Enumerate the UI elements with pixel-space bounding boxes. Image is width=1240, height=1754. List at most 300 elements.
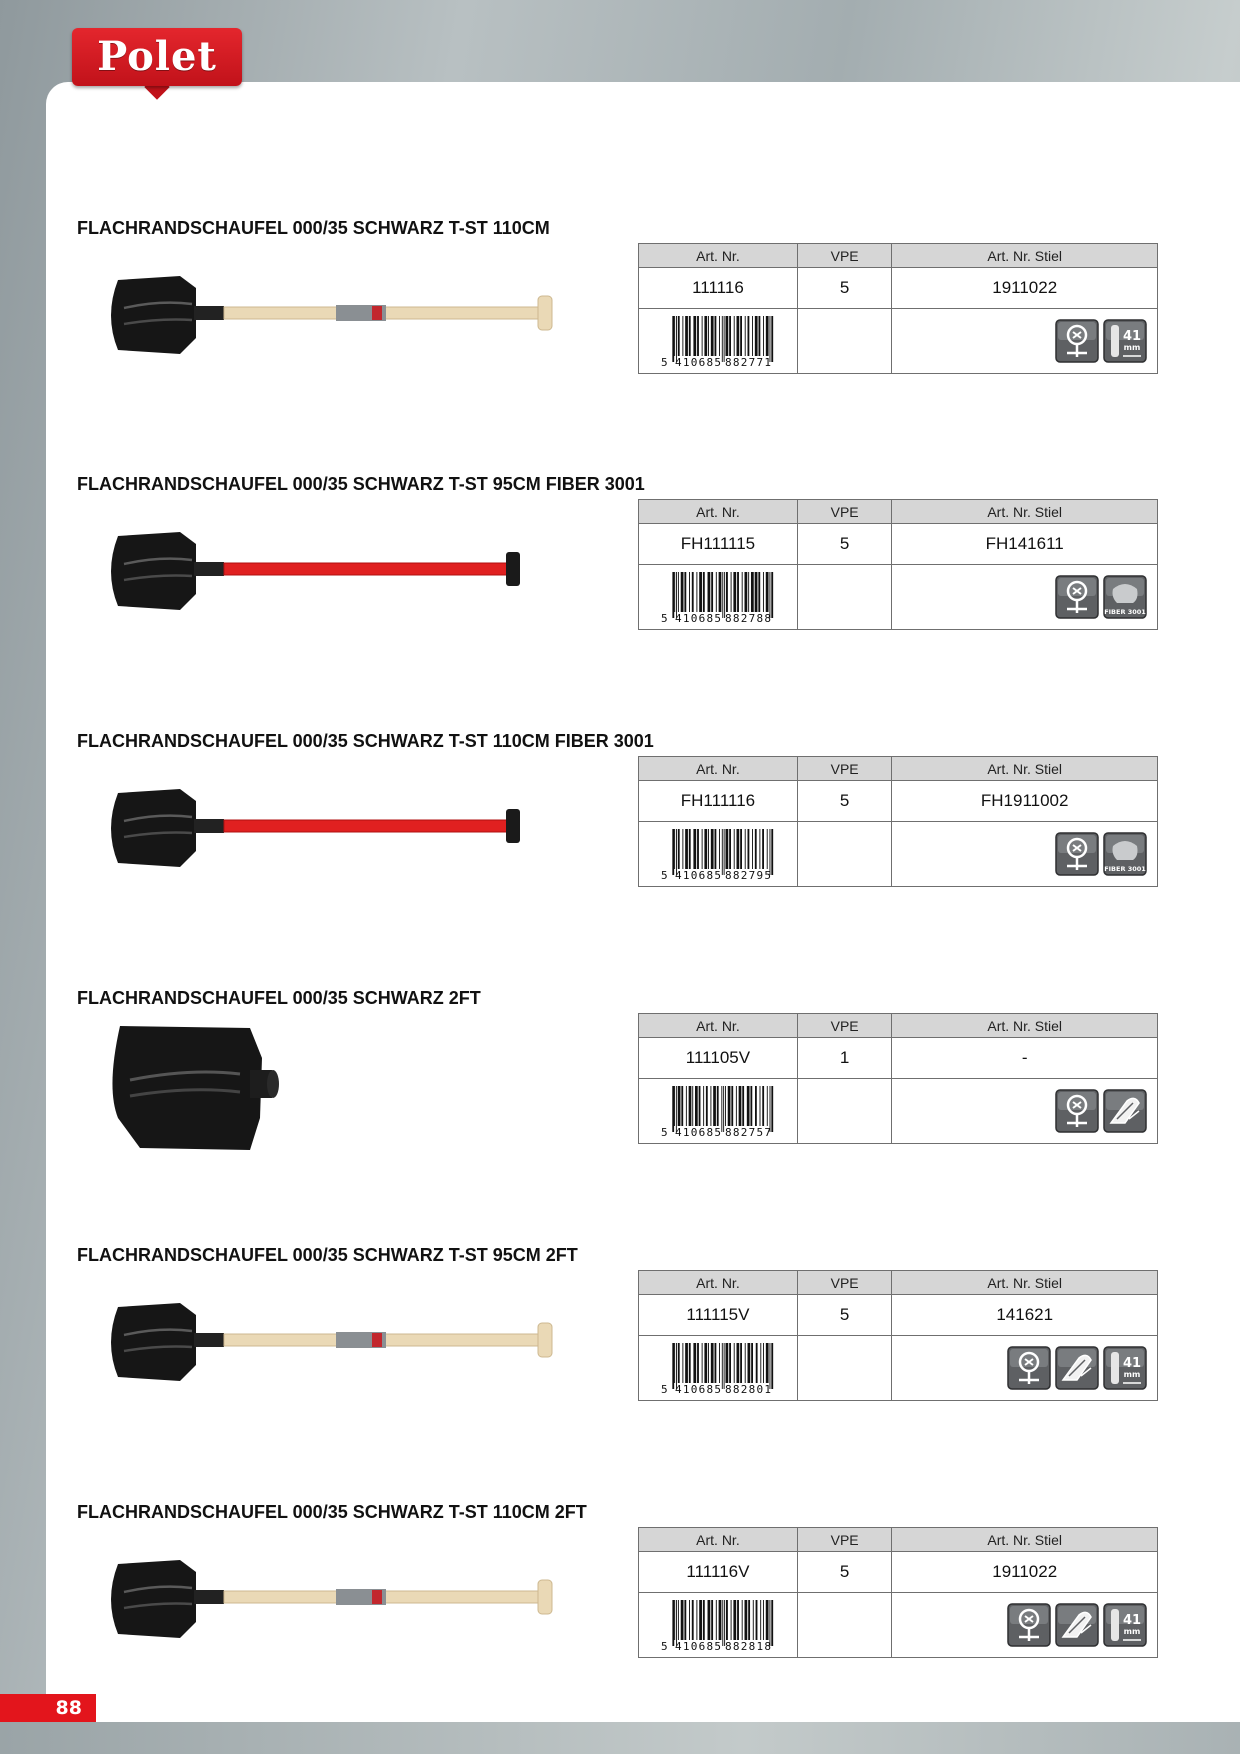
- barcode-bar: [752, 829, 753, 869]
- barcode-bar: [678, 1343, 680, 1383]
- barcode-bar: [751, 572, 754, 612]
- t-grip-icon: [1007, 1603, 1051, 1647]
- barcode-cell: [639, 1079, 798, 1144]
- barcode-bar: [760, 1343, 761, 1383]
- art-nr-stiel-value: 1911022: [892, 268, 1158, 309]
- barcode-bar: [719, 1600, 722, 1640]
- feature-icons: [892, 1593, 1158, 1658]
- barcode-bar: [696, 1600, 697, 1640]
- barcode-bar: [737, 1343, 740, 1383]
- barcode-bar: [692, 1600, 694, 1640]
- barcode-bar: [689, 1086, 692, 1126]
- barcode-bar: [729, 1343, 731, 1383]
- barcode-bar: [740, 829, 742, 869]
- spec-code-row: [639, 822, 1158, 887]
- diameter-unit: mm: [1123, 1627, 1141, 1636]
- product-title: FLACHRANDSCHAUFEL 000/35 SCHWARZ 2FT: [77, 988, 481, 1008]
- barcode-bar: [737, 316, 740, 356]
- barcode-bar: [725, 1086, 726, 1126]
- barcode-bar: [672, 316, 674, 362]
- spec-table: [638, 499, 1158, 630]
- barcode-bar: [748, 1343, 751, 1383]
- barcode-cell: [639, 565, 798, 630]
- header-art-nr: Art. Nr.: [639, 1271, 798, 1295]
- barcode-bar: [674, 572, 675, 612]
- fiber-3001-icon: [1103, 832, 1147, 876]
- barcode-bar: [766, 1600, 769, 1640]
- socket-end: [267, 1070, 279, 1098]
- barcode-bar: [715, 316, 717, 356]
- barcode-bar: [766, 1343, 769, 1383]
- shovel-t-grip: [506, 552, 520, 586]
- shovel-handle: [224, 563, 510, 575]
- shovel-socket: [194, 1590, 224, 1604]
- barcode-bar: [731, 572, 732, 612]
- shovel-t-grip: [538, 296, 552, 330]
- spec-value-row: [639, 1552, 1158, 1593]
- header-vpe: VPE: [797, 244, 892, 268]
- barcode-bar: [722, 1343, 723, 1389]
- barcode-bar: [744, 572, 747, 612]
- barcode-bar: [755, 829, 757, 869]
- empty-cell: [797, 1336, 892, 1401]
- barcode-bar: [728, 1086, 731, 1126]
- barcode-bar: [702, 829, 703, 869]
- spec-value-row: [639, 1295, 1158, 1336]
- header-art-nr-stiel: Art. Nr. Stiel: [892, 500, 1158, 524]
- diameter-41mm-icon: [1103, 1346, 1147, 1390]
- product-title: FLACHRANDSCHAUFEL 000/35 SCHWARZ T-ST 110CM FIBER 3001: [77, 731, 654, 751]
- barcode-bar: [737, 572, 739, 612]
- feature-icons: [892, 565, 1158, 630]
- diameter-value: 41: [1122, 1356, 1142, 1371]
- barcode-bar: [771, 1343, 773, 1389]
- icon-highlight: [1058, 322, 1096, 340]
- barcode-bar: [716, 572, 717, 612]
- barcode-bar: [711, 572, 713, 612]
- diameter-unit: mm: [1123, 1370, 1141, 1379]
- diameter-value: 41: [1122, 1613, 1142, 1628]
- spec-code-row: [639, 1336, 1158, 1401]
- barcode-bar: [748, 1600, 750, 1640]
- header-art-nr: Art. Nr.: [639, 1528, 798, 1552]
- barcode-digits-right: 882788: [725, 612, 771, 624]
- barcode-bar: [726, 572, 728, 612]
- barcode-digits-right: 882757: [725, 1126, 771, 1138]
- barcode-bar: [678, 1086, 681, 1126]
- shovel-image: [100, 1018, 560, 1158]
- barcode-bar: [711, 1600, 713, 1640]
- t-grip-icon: [1055, 1089, 1099, 1133]
- product-title: FLACHRANDSCHAUFEL 000/35 SCHWARZ T-ST 110CM: [77, 218, 550, 238]
- barcode-bar: [697, 316, 699, 356]
- logo-text: Polet: [97, 33, 217, 80]
- t-grip-icon: [1055, 832, 1099, 876]
- barcode-bar: [711, 829, 714, 869]
- barcode-bar: [672, 1086, 674, 1132]
- barcode-bar: [763, 1343, 764, 1383]
- spec-table: [638, 1527, 1158, 1658]
- barcode-bar: [710, 1086, 711, 1126]
- barcode-bar: [708, 1600, 711, 1640]
- shovel-image: [100, 504, 560, 644]
- barcode-bar: [711, 316, 714, 356]
- barcode-bar: [706, 1086, 708, 1126]
- barcode-digit-first: 5: [661, 869, 668, 881]
- barcode-bar: [672, 1343, 674, 1389]
- barcode-bar: [678, 572, 679, 612]
- feature-icons: [892, 1079, 1158, 1144]
- shovel-image: [100, 1532, 560, 1672]
- barcode-bar: [729, 316, 731, 356]
- fiber-label: FIBER 3001: [1104, 865, 1146, 873]
- barcode-bar: [692, 572, 694, 612]
- barcode-bar: [752, 316, 753, 356]
- shovel-socket: [194, 562, 224, 576]
- barcode-bar: [693, 829, 696, 869]
- barcode-bar: [745, 316, 746, 356]
- barcode-bar: [704, 1343, 707, 1383]
- spec-code-row: [639, 309, 1158, 374]
- header-art-nr: Art. Nr.: [639, 1014, 798, 1038]
- barcode-bar: [704, 316, 707, 356]
- art-nr-value: 111116V: [639, 1552, 798, 1593]
- barcode-bar: [742, 1600, 743, 1640]
- barcode-bar: [742, 572, 743, 612]
- art-nr-stiel-value: 141621: [892, 1295, 1158, 1336]
- barcode-bar: [702, 1343, 703, 1383]
- barcode-bar: [684, 572, 686, 612]
- art-nr-stiel-value: -: [892, 1038, 1158, 1079]
- barcode-bar: [763, 1600, 764, 1640]
- barcode-bar: [715, 1343, 717, 1383]
- barcode-bar: [744, 1600, 747, 1640]
- spec-value-row: [639, 1038, 1158, 1079]
- fiber-3001-icon: [1103, 575, 1147, 619]
- barcode-bar: [726, 316, 729, 356]
- barcode-bar: [685, 1343, 688, 1383]
- barcode-bar: [708, 1343, 709, 1383]
- spec-header-row: [639, 500, 1158, 524]
- barcode-bar: [719, 316, 720, 356]
- spec-table: [638, 1013, 1158, 1144]
- barcode-bar: [722, 1600, 723, 1646]
- barcode-bar: [771, 1086, 773, 1132]
- art-nr-stiel-value: FH141611: [892, 524, 1158, 565]
- header-vpe: VPE: [797, 1014, 892, 1038]
- barcode-bar: [704, 829, 707, 869]
- barcode-bar: [756, 1343, 758, 1383]
- product-title: FLACHRANDSCHAUFEL 000/35 SCHWARZ T-ST 95CM 2FT: [77, 1245, 578, 1265]
- shovel-image: [100, 248, 560, 388]
- barcode-digit-first: 5: [661, 612, 668, 624]
- barcode-bar: [689, 316, 691, 356]
- barcode-digits-right: 882771: [725, 356, 771, 368]
- t-grip-icon: [1007, 1346, 1051, 1390]
- empty-cell: [797, 309, 892, 374]
- barcode-bar: [703, 572, 705, 612]
- barcode-bar: [767, 1086, 768, 1126]
- icon-highlight: [1058, 578, 1096, 596]
- barcode-bar: [719, 572, 722, 612]
- barcode-bar: [678, 316, 680, 356]
- barcode-bar: [750, 1086, 752, 1126]
- barcode-bar: [699, 1086, 701, 1126]
- art-nr-value: FH111116: [639, 781, 798, 822]
- vpe-value: 5: [797, 1552, 892, 1593]
- barcode-bar: [702, 316, 703, 356]
- barcode-bar: [739, 1086, 742, 1126]
- spec-code-row: [639, 565, 1158, 630]
- barcode-bar: [767, 829, 768, 869]
- barcode-bar: [771, 829, 773, 875]
- barcode-bar: [684, 1600, 686, 1640]
- barcode-bar: [708, 316, 709, 356]
- icon-highlight: [1010, 1349, 1048, 1367]
- brand-logo: [72, 28, 242, 92]
- shovel-t-grip: [538, 1323, 552, 1357]
- barcode-bar: [689, 1343, 691, 1383]
- handle-shape: [1111, 1609, 1119, 1641]
- shovel-image: [100, 1275, 560, 1415]
- barcode-bar: [736, 1086, 737, 1126]
- spec-value-row: [639, 781, 1158, 822]
- barcode-bar: [726, 1343, 729, 1383]
- barcode-bar: [734, 316, 735, 356]
- art-nr-stiel-value: FH1911002: [892, 781, 1158, 822]
- shovel-blade: [111, 1303, 196, 1381]
- barcode-digits-right: 882801: [725, 1383, 771, 1395]
- barcode-digit-first: 5: [661, 1383, 668, 1395]
- barcode-bar: [740, 316, 742, 356]
- barcode-bar: [755, 572, 758, 612]
- barcode-digit-first: 5: [661, 1126, 668, 1138]
- barcode-digits-left: 410685: [675, 356, 721, 368]
- handle-label-red: [372, 1333, 382, 1347]
- barcode-bar: [726, 829, 729, 869]
- shovel-socket: [194, 306, 224, 320]
- shovel-t-grip: [538, 1580, 552, 1614]
- barcode-bar: [672, 829, 674, 875]
- barcode-bar: [713, 1086, 716, 1126]
- shovel-handle: [224, 820, 510, 832]
- diameter-41mm-icon: [1103, 1603, 1147, 1647]
- barcode-bar: [715, 829, 717, 869]
- fiber-shape: [1113, 584, 1138, 603]
- empty-cell: [797, 1593, 892, 1658]
- shovel-socket: [194, 1333, 224, 1347]
- barcode-bar: [726, 1600, 728, 1640]
- barcode-bar: [699, 572, 702, 612]
- barcode-bar: [742, 1086, 744, 1126]
- barcode-bar: [721, 1086, 722, 1132]
- shovel-image: [100, 761, 560, 901]
- barcode-bar: [693, 316, 696, 356]
- barcode-bar: [771, 572, 773, 618]
- shovel-socket: [194, 819, 224, 833]
- barcode-bar: [733, 572, 736, 612]
- handle-shape: [1111, 325, 1119, 357]
- shovel-blade: [111, 1560, 196, 1638]
- shovel-blade: [111, 532, 196, 610]
- spec-code-row: [639, 1079, 1158, 1144]
- barcode-bar: [686, 1086, 687, 1126]
- barcode-bar: [747, 1086, 750, 1126]
- barcode-cell: [639, 1593, 798, 1658]
- shovel-blade: [111, 276, 196, 354]
- spec-header-row: [639, 1014, 1158, 1038]
- header-art-nr: Art. Nr.: [639, 757, 798, 781]
- barcode-bar: [731, 1600, 732, 1640]
- barcode-bar: [751, 1343, 753, 1383]
- barcode-digit-first: 5: [661, 1640, 668, 1652]
- header-art-nr-stiel: Art. Nr. Stiel: [892, 1271, 1158, 1295]
- header-art-nr-stiel: Art. Nr. Stiel: [892, 1014, 1158, 1038]
- product-block: [0, 218, 1240, 418]
- product-title: FLACHRANDSCHAUFEL 000/35 SCHWARZ T-ST 110CM 2FT: [77, 1502, 587, 1522]
- two-footstep-icon: [1055, 1346, 1099, 1390]
- barcode-bar: [689, 572, 690, 612]
- barcode-bar: [674, 1343, 675, 1383]
- spec-header-row: [639, 757, 1158, 781]
- spec-header-row: [639, 1528, 1158, 1552]
- barcode-digits-right: 882795: [725, 869, 771, 881]
- barcode-bar: [731, 1086, 733, 1126]
- icon-highlight: [1058, 1092, 1096, 1110]
- page-number: 88: [0, 1694, 96, 1722]
- barcode-bar: [692, 1086, 693, 1126]
- shovel-t-grip: [506, 809, 520, 843]
- barcode-bar: [762, 829, 764, 869]
- barcode-bar: [745, 829, 746, 869]
- product-block: [0, 988, 1240, 1188]
- barcode-bar: [681, 1086, 683, 1126]
- barcode-cell: [639, 309, 798, 374]
- handle-shape: [1111, 1352, 1119, 1384]
- barcode-bar: [674, 829, 675, 869]
- barcode-bar: [745, 1343, 746, 1383]
- barcode-bar: [685, 829, 688, 869]
- barcode-bar: [674, 1086, 675, 1126]
- barcode-bar: [766, 316, 769, 356]
- diameter-unit: mm: [1123, 343, 1141, 352]
- spec-table: [638, 1270, 1158, 1401]
- two-footstep-icon: [1055, 1603, 1099, 1647]
- product-block: [0, 474, 1240, 674]
- barcode-digits-left: 410685: [675, 612, 721, 624]
- barcode-bar: [703, 1600, 705, 1640]
- barcode-bar: [672, 1600, 674, 1646]
- barcode-bar: [759, 829, 760, 869]
- empty-cell: [797, 822, 891, 887]
- barcode-digit-first: 5: [661, 356, 668, 368]
- barcode-bar: [689, 829, 691, 869]
- barcode-bar: [755, 1086, 757, 1126]
- handle-label-red: [372, 1590, 382, 1604]
- barcode: [661, 314, 781, 368]
- feature-icons: [892, 1336, 1158, 1401]
- barcode: [661, 1598, 781, 1652]
- product-title: FLACHRANDSCHAUFEL 000/35 SCHWARZ T-ST 95CM FIBER 3001: [77, 474, 645, 494]
- vpe-value: 5: [797, 524, 892, 565]
- barcode-bar: [723, 1086, 724, 1132]
- barcode-bar: [719, 1343, 720, 1383]
- empty-cell: [797, 1079, 892, 1144]
- barcode-bar: [755, 316, 758, 356]
- barcode-bar: [729, 829, 731, 869]
- barcode-bar: [695, 1086, 698, 1126]
- product-block: [0, 1502, 1240, 1702]
- product-block: [0, 731, 1240, 931]
- vpe-value: 5: [797, 1295, 892, 1336]
- barcode: [661, 1341, 781, 1395]
- two-footstep-icon: [1103, 1089, 1147, 1133]
- barcode-bar: [699, 1600, 702, 1640]
- barcode-bar: [697, 1343, 699, 1383]
- barcode-bar: [737, 829, 740, 869]
- art-nr-value: 111105V: [639, 1038, 798, 1079]
- barcode-bar: [678, 1600, 679, 1640]
- shovel-blade: [112, 1026, 262, 1150]
- empty-cell: [797, 565, 892, 630]
- barcode-bar: [759, 316, 761, 356]
- diameter-value: 41: [1122, 329, 1142, 344]
- header-art-nr-stiel: Art. Nr. Stiel: [892, 757, 1158, 781]
- barcode-digits-right: 882818: [725, 1640, 771, 1652]
- vpe-value: 5: [797, 781, 891, 822]
- spec-table: [638, 756, 1158, 887]
- barcode-bar: [696, 572, 697, 612]
- spec-value-row: [639, 524, 1158, 565]
- barcode-bar: [734, 1343, 735, 1383]
- barcode: [661, 827, 781, 881]
- art-nr-value: 111115V: [639, 1295, 798, 1336]
- barcode-digits-left: 410685: [675, 1640, 721, 1652]
- barcode-bar: [734, 829, 735, 869]
- spec-table: [638, 243, 1158, 374]
- barcode-bar: [711, 1343, 714, 1383]
- barcode-bar: [763, 572, 764, 612]
- barcode-bar: [733, 1600, 736, 1640]
- spec-value-row: [639, 268, 1158, 309]
- barcode-bar: [740, 1343, 742, 1383]
- vpe-value: 5: [797, 268, 892, 309]
- barcode-digits-left: 410685: [675, 1126, 721, 1138]
- barcode-bar: [674, 1600, 675, 1640]
- barcode-bar: [681, 572, 684, 612]
- barcode-bar: [756, 1600, 758, 1640]
- barcode-bar: [681, 1600, 684, 1640]
- barcode: [661, 1084, 781, 1138]
- header-art-nr-stiel: Art. Nr. Stiel: [892, 1528, 1158, 1552]
- barcode-bar: [766, 572, 769, 612]
- t-grip-icon: [1055, 575, 1099, 619]
- barcode-bar: [722, 572, 723, 618]
- barcode-bar: [678, 829, 680, 869]
- art-nr-value: FH111115: [639, 524, 798, 565]
- barcode-bar: [697, 829, 699, 869]
- diameter-41mm-icon: [1103, 319, 1147, 363]
- barcode-cell: [639, 1336, 798, 1401]
- header-vpe: VPE: [797, 500, 892, 524]
- barcode-bar: [689, 1600, 690, 1640]
- barcode-bar: [722, 829, 723, 875]
- barcode-bar: [760, 1086, 761, 1126]
- feature-icons: [892, 822, 1158, 887]
- barcode-bar: [682, 1343, 683, 1383]
- barcode-bar: [693, 1343, 696, 1383]
- product-block: [0, 1245, 1240, 1445]
